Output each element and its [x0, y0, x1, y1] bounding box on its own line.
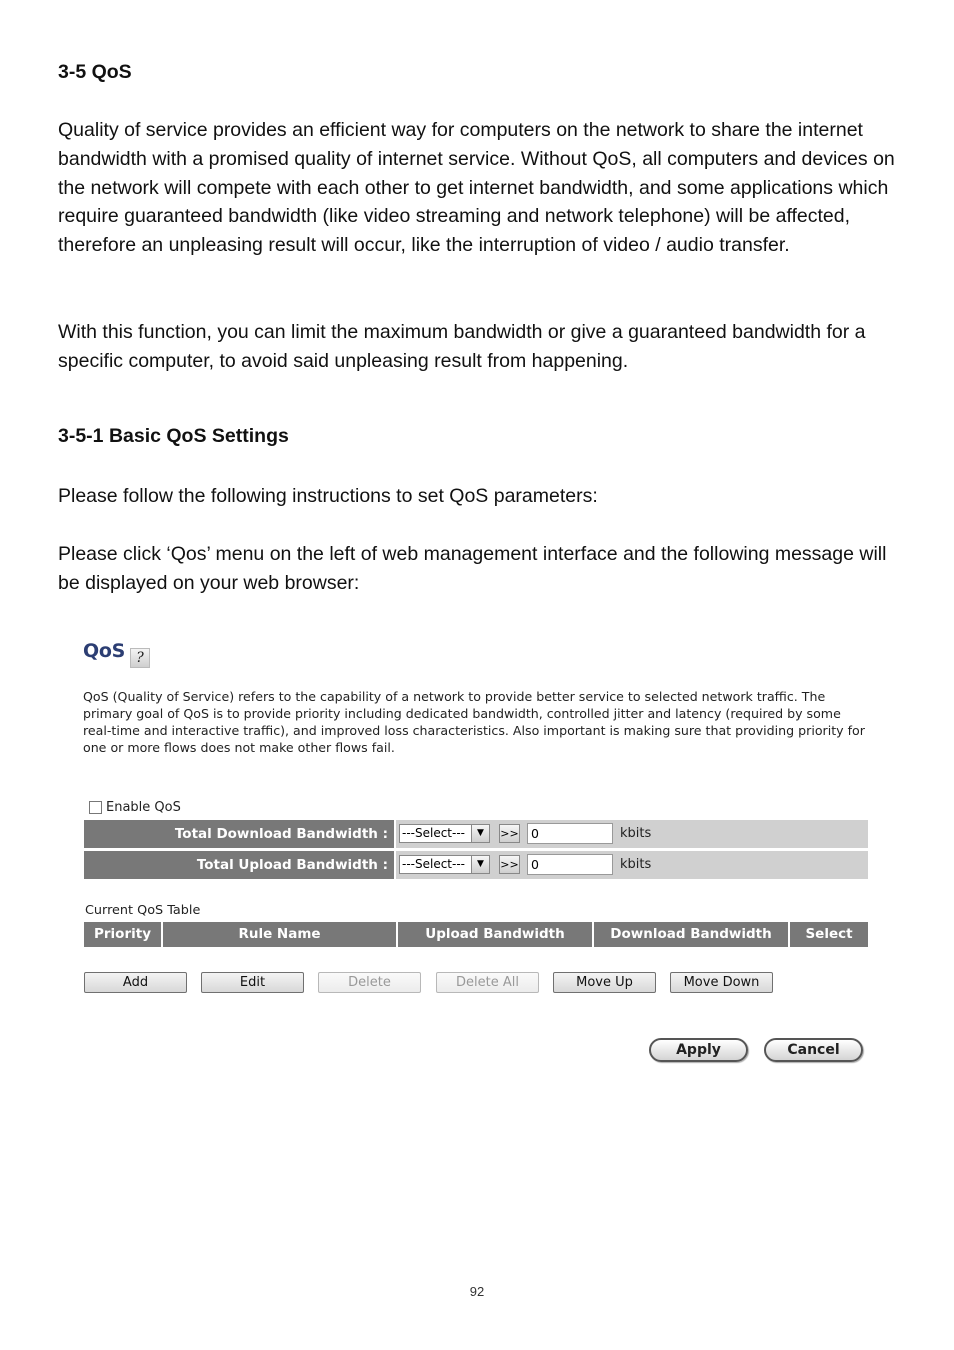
cancel-button[interactable]: Cancel [764, 1038, 863, 1062]
delete-button[interactable]: Delete [318, 972, 421, 993]
upload-apply-select-button[interactable]: >> [499, 855, 520, 874]
qos-table-header [84, 922, 868, 947]
column-select: Select [790, 922, 868, 947]
intro-paragraph: Quality of service provides an efficient way for computers on the network to share the internet bandwidth with a promised quality of internet service. Without QoS, all computers and devices on the network will compete with each other to get internet bandwidth, and some applications which require guaranteed bandwidth (like video streaming and network telephone) will be affected, therefore an unpleasing result will occur, like the interruption of video / audio transfer. [58, 119, 895, 257]
instruction-paragraph: Please follow the following instructions to set QoS parameters: [58, 485, 598, 507]
download-select-value: ---Select--- [402, 826, 465, 840]
upload-bandwidth-select[interactable] [399, 855, 490, 874]
enable-qos-checkbox[interactable] [89, 801, 102, 814]
qos-screenshot [82, 636, 872, 1068]
add-button[interactable]: Add [84, 972, 187, 993]
enable-qos[interactable] [89, 800, 181, 815]
qos-title: QoS [83, 640, 125, 662]
column-download-bandwidth: Download Bandwidth [594, 922, 788, 947]
delete-all-button[interactable]: Delete All [436, 972, 539, 993]
download-bandwidth-select[interactable] [399, 824, 490, 843]
upload-bandwidth-input[interactable]: 0 [527, 854, 613, 875]
upload-bandwidth-label: Total Upload Bandwidth : [84, 851, 394, 879]
section-heading: 3-5 QoS [58, 61, 132, 83]
column-priority: Priority [84, 922, 161, 947]
enable-qos-label: Enable QoS [106, 800, 181, 815]
download-unit: kbits [620, 826, 652, 841]
chevron-down-icon[interactable]: ▼ [471, 856, 489, 873]
chevron-down-icon[interactable]: ▼ [471, 825, 489, 842]
column-rule-name: Rule Name [163, 922, 396, 947]
move-down-button[interactable]: Move Down [670, 972, 773, 993]
subsection-heading: 3-5-1 Basic QoS Settings [58, 425, 289, 447]
download-bandwidth-row [84, 820, 868, 848]
download-bandwidth-input[interactable]: 0 [527, 823, 613, 844]
upload-bandwidth-row [84, 851, 868, 879]
qos-description: QoS (Quality of Service) refers to the capability of a network to provide better service to selected network traffic. The primary goal of QoS is to provide priority including dedicated bandwidth, controlled jitter and latency (required by some real-time and interactive traffic), and improved loss characteristics. Also important is making sure that providing priority for one or more flows does not make other flows fail. [83, 689, 865, 755]
download-apply-select-button[interactable]: >> [499, 824, 520, 843]
apply-button[interactable]: Apply [649, 1038, 748, 1062]
download-bandwidth-label: Total Download Bandwidth : [84, 820, 394, 848]
edit-button[interactable]: Edit [201, 972, 304, 993]
help-icon[interactable]: ? [130, 648, 150, 668]
function-paragraph: With this function, you can limit the maximum bandwidth or give a guaranteed bandwidth for a specific computer, to avoid said unpleasing result from happening. [58, 321, 866, 372]
page-number: 92 [469, 1284, 485, 1299]
qos-table-caption: Current QoS Table [85, 903, 201, 918]
upload-unit: kbits [620, 857, 652, 872]
menu-paragraph: Please click ‘Qos’ menu on the left of web management interface and the following message will be displayed on your web browser: [58, 543, 887, 594]
column-upload-bandwidth: Upload Bandwidth [398, 922, 592, 947]
upload-select-value: ---Select--- [402, 857, 465, 871]
move-up-button[interactable]: Move Up [553, 972, 656, 993]
